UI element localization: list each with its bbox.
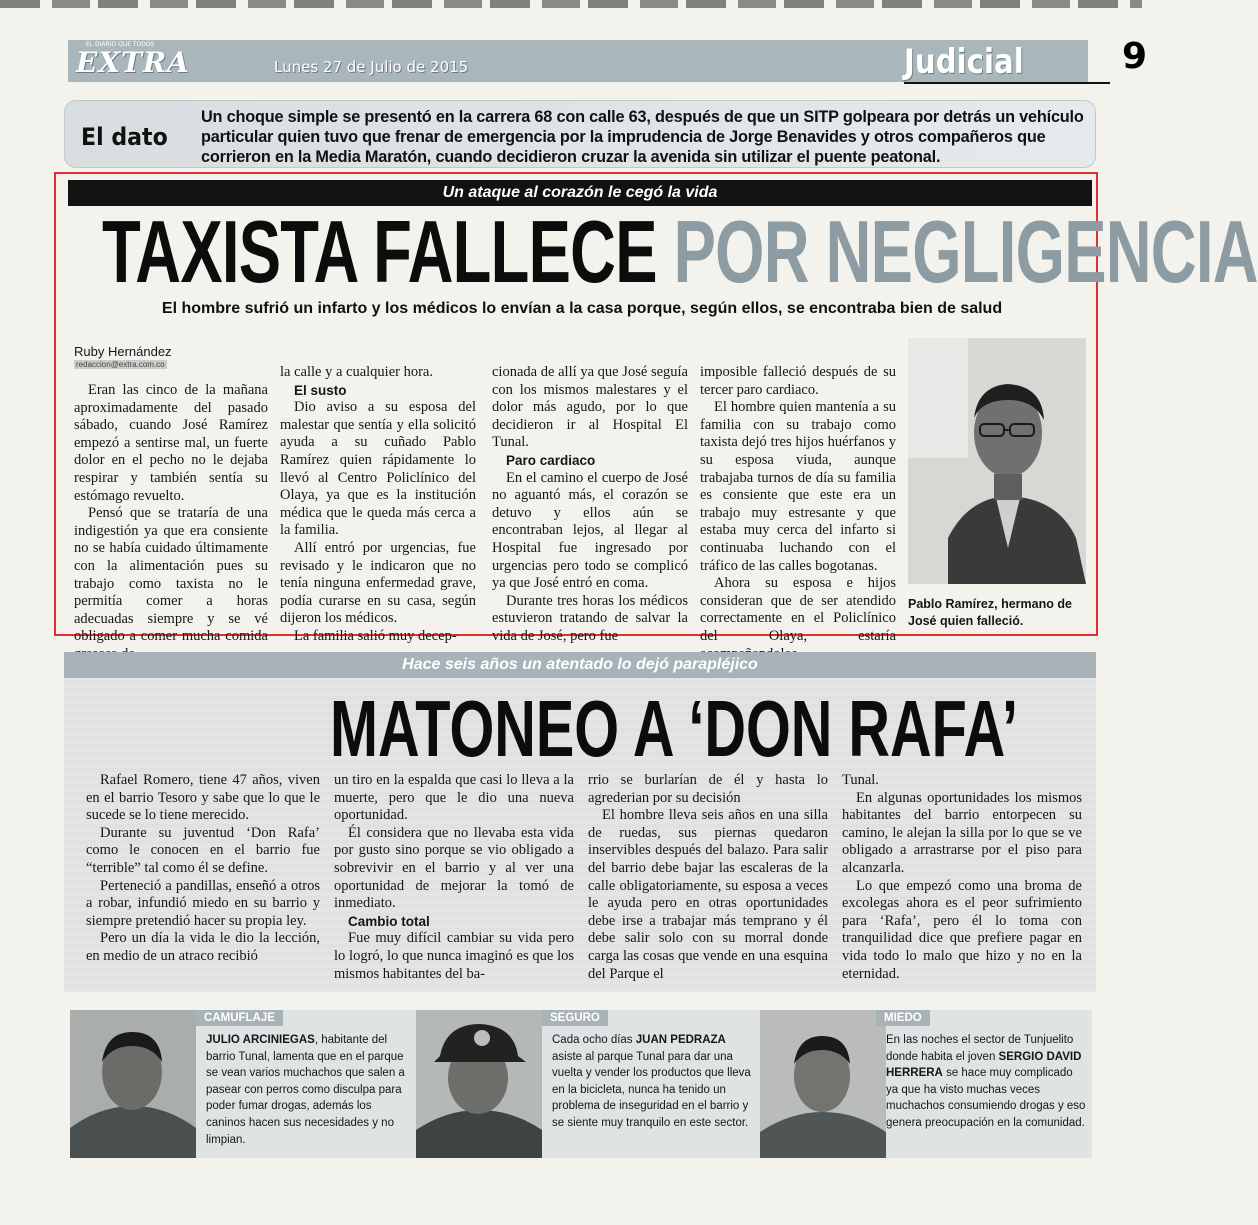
main-article <box>54 172 1258 645</box>
page-number: 9 <box>1122 36 1148 77</box>
photo-pablo-ramirez <box>908 338 1086 584</box>
main-column-2 <box>280 364 476 646</box>
testimonial-body: asiste al parque Tunal para dar una vuelta y vender los productos que lleva en la bicicleta, nunca ha tenido un problema de inseguridad en el barrio y se siente muy tranquilo en este sector. <box>552 1050 751 1129</box>
second-column-1 <box>86 772 320 966</box>
section-title: Judicial <box>904 42 1024 82</box>
main-column-4 <box>700 364 896 663</box>
testimonials-strip <box>70 1010 1092 1158</box>
second-kicker-bar <box>64 652 1096 678</box>
subheading: El susto <box>294 382 347 398</box>
paragraph: rrio se burlarían de él y hasta lo agrederian por su decisión <box>588 772 828 806</box>
paragraph: Él considera que no llevaba esta vida por gusto sino porque se vio obligado a sobrevivir en el barrio y al ver una oportunidad de mejorar la tomó de inmediato. <box>334 824 574 912</box>
paragraph: El hombre quien mantenía a su familia con su trabajo como taxista dejó tres hijos huérfanos y su esposa viuda, aunque trabajaba turnos de día su familia es consiente que este era un trabajo muy estresante y que estaba muy cerca del infarto si continuaba luchando con el tráfico de las calles bogotanas. <box>700 399 896 574</box>
el-dato-box <box>64 100 1096 168</box>
byline: Ruby Hernández <box>74 344 172 359</box>
main-column-1 <box>74 382 268 664</box>
paragraph: Durante su juventud ‘Don Rafa’ como le conocen en el barrio fue “terrible” tal como él se define. <box>86 824 320 876</box>
page-number-box <box>1110 36 1188 84</box>
photo-sergio-david-herrera <box>760 1010 886 1158</box>
testimonial-text <box>206 1032 406 1148</box>
testimonial-name: SERGIO DAVID HERRERA <box>886 1050 1082 1080</box>
paragraph: Pensó que se trataría de una indigestión ya que era consiente no se había cuidado últimamente con la alimentación pues su trabajo como taxista no le permitía comer a horas adecuadas siempre y se vé obligado a comer mucha comida <box>74 505 268 645</box>
testimonial-text <box>886 1032 1086 1132</box>
main-headline-part1: TAXISTA FALLECE <box>102 202 657 301</box>
byline-email: redaccion@extra.com.co <box>76 360 165 369</box>
second-column-2 <box>334 772 574 983</box>
testimonial-tag: SEGURO <box>542 1010 608 1026</box>
main-headline-part2: POR NEGLIGENCIA <box>673 202 1258 301</box>
photo-julio-arciniegas <box>70 1010 196 1158</box>
paragraph: Pero un día la vida le dio la lección, en medio de un atraco recibió <box>86 930 320 964</box>
person-portrait-icon <box>760 1010 886 1158</box>
paragraph: la calle y a cualquier hora. <box>280 364 433 380</box>
testimonial-tag: CAMUFLAJE <box>196 1010 283 1026</box>
testimonial-body: , habitante del barrio Tunal, lamenta que en el parque se vean varios muchachos que salen a pasear con perros como disculpa para poder fumar drogas, además los caninos hacen sus necesidades y no limpian. <box>206 1034 405 1146</box>
subheading: Cambio total <box>348 913 430 929</box>
scan-edge <box>0 0 1142 8</box>
person-portrait-icon <box>908 338 1086 584</box>
testimonial-body: se hace muy complicado ya que ha visto muchas veces muchachos consumiendo drogas y eso genera preocupación en la comunidad. <box>886 1067 1086 1129</box>
paragraph: La familia salió muy decep- <box>294 627 457 644</box>
second-article <box>64 652 1096 992</box>
testimonial-tag: MIEDO <box>876 1010 930 1026</box>
el-dato-label: El dato <box>81 123 168 151</box>
second-kicker: Hace seis años un atentado lo dejó parapléjico <box>402 656 758 673</box>
page-header <box>68 36 1148 82</box>
paragraph: un tiro en la espalda que casi lo lleva a la muerte, pero que le dio una nueva oportunidad. <box>334 772 574 824</box>
paragraph: Tunal. <box>842 772 879 788</box>
testimonial-name: JULIO ARCINIEGAS <box>206 1034 315 1046</box>
logo-tagline: EL DIARIO QUE TODOS <box>86 41 155 48</box>
paragraph: En algunas oportunidades los mismos habitantes del barrio entorpecen su camino, le alejan la silla por lo que se ve obligado a arrastrarse por el piso para alcanzarla. <box>842 789 1082 876</box>
person-portrait-icon <box>70 1010 196 1158</box>
paragraph: Eran las cinco de la mañana aproximadamente del pasado sábado, cuando José Ramírez empezó a sentirse mal, un fuerte dolor en el pecho no le dejaba respirar y también sentía su estómago revuelto. <box>74 382 268 504</box>
paragraph: Lo que empezó como una broma de excolegas ahora es el peor sufrimiento para ‘Rafa’, pero él lo toma con tranquilidad dice que prefiere pagar en vida todo lo malo que hizo y no en la eternidad. <box>842 877 1082 982</box>
paragraph: Ahora su esposa e hijos consideran que de ser atendido correctamente en el Policlínico del Olaya, estaría <box>700 575 896 644</box>
paragraph: cionada de allí ya que José seguía con los mismos malestares y el dolor más agudo, por lo que decidieron ir al Hospital El Tunal. <box>492 364 688 451</box>
person-portrait-icon <box>416 1010 542 1158</box>
testimonial-intro: Cada ocho días <box>552 1034 636 1046</box>
paragraph: En el camino el cuerpo de José no aguantó más, el corazón se detuvo y ellos aún se encontraban lejos, al llegar al Hospital fue ingresado por urgencias pero todo se complicó ya que José entró en coma. <box>492 469 688 592</box>
photo-caption: Pablo Ramírez, hermano de José quien falleció. <box>908 597 1072 628</box>
paragraph: Rafael Romero, tiene 47 años, viven en el barrio Tesoro y sabe que lo que le sucede se lo tiene merecido. <box>86 772 320 824</box>
testimonial-name: JUAN PEDRAZA <box>635 1034 726 1046</box>
testimonial-intro: En las noches el sector de Tunjuelito donde habita el joven <box>886 1034 1074 1063</box>
el-dato-text: Un choque simple se presentó en la carrera 68 con calle 63, después de que un SITP golpeara por detrás un vehículo particular quien tuvo que frenar de emergencia por la imprudencia de Jorge Benavides y otros compañeros que corrieron en la Media Maratón, cuando decidieron cruzar la avenida sin utilizar el puente peatonal. <box>201 108 1084 166</box>
paragraph: Perteneció a pandillas, enseñó a otros a robar, infundió miedo en su barrio y siempre pretendió hacer su propia ley. <box>86 877 320 929</box>
paragraph: El hombre lleva seis años en una silla de ruedas, sus piernas quedaron inservibles después del balazo. Para salir del barrio debe bajar las escaleras de la calle obligatoriamente, su esposa a veces le ayuda pero en otras oportunidades debe irse a trabajar más temprano y él debe salir solo con su morral donde carga las cosas que vende en una esquina del Parque el <box>588 807 828 982</box>
paragraph: Fue muy difícil cambiar su vida pero lo logró, lo que nunca imaginó es que los mismos habitantes del ba- <box>334 930 574 982</box>
testimonial-text <box>552 1032 752 1132</box>
main-kicker: Un ataque al corazón le cegó la vida <box>442 184 718 201</box>
paragraph: imposible falleció después de su tercer paro cardiaco. <box>700 364 896 398</box>
main-headline <box>102 202 1258 301</box>
paragraph: Allí entró por urgencias, fue revisado y le indicaron que no tenía ninguna enfermedad grave, podía curarse en su casa, según dijeron los médicos. <box>280 539 476 627</box>
main-deck: El hombre sufrió un infarto y los médicos lo envían a la casa porque, según ellos, se encontraba bien de salud <box>161 300 1003 317</box>
second-headline: MATONEO A ‘DON RAFA’ <box>330 684 1019 773</box>
second-column-4 <box>842 772 1082 983</box>
second-column-3 <box>588 772 828 983</box>
main-column-3 <box>492 364 688 646</box>
subheading: Paro cardiaco <box>506 452 596 468</box>
paragraph: Dio aviso a su esposa del malestar que sentía y ella solicitó ayuda a su cuñado Pablo Ramírez quien rápidamente lo llevó al Centro Policlínico del Olaya, ya que es la institución médica que le queda más cerca a la familia. <box>280 399 476 539</box>
photo-juan-pedraza <box>416 1010 542 1158</box>
paragraph: Durante tres horas los médicos estuvieron tratando de salvar la vida de José, pero fue <box>492 592 688 644</box>
newspaper-logo: EXTRA <box>76 46 190 79</box>
issue-date: Lunes 27 de Julio de 2015 <box>274 58 469 76</box>
section-underline <box>904 82 1124 84</box>
